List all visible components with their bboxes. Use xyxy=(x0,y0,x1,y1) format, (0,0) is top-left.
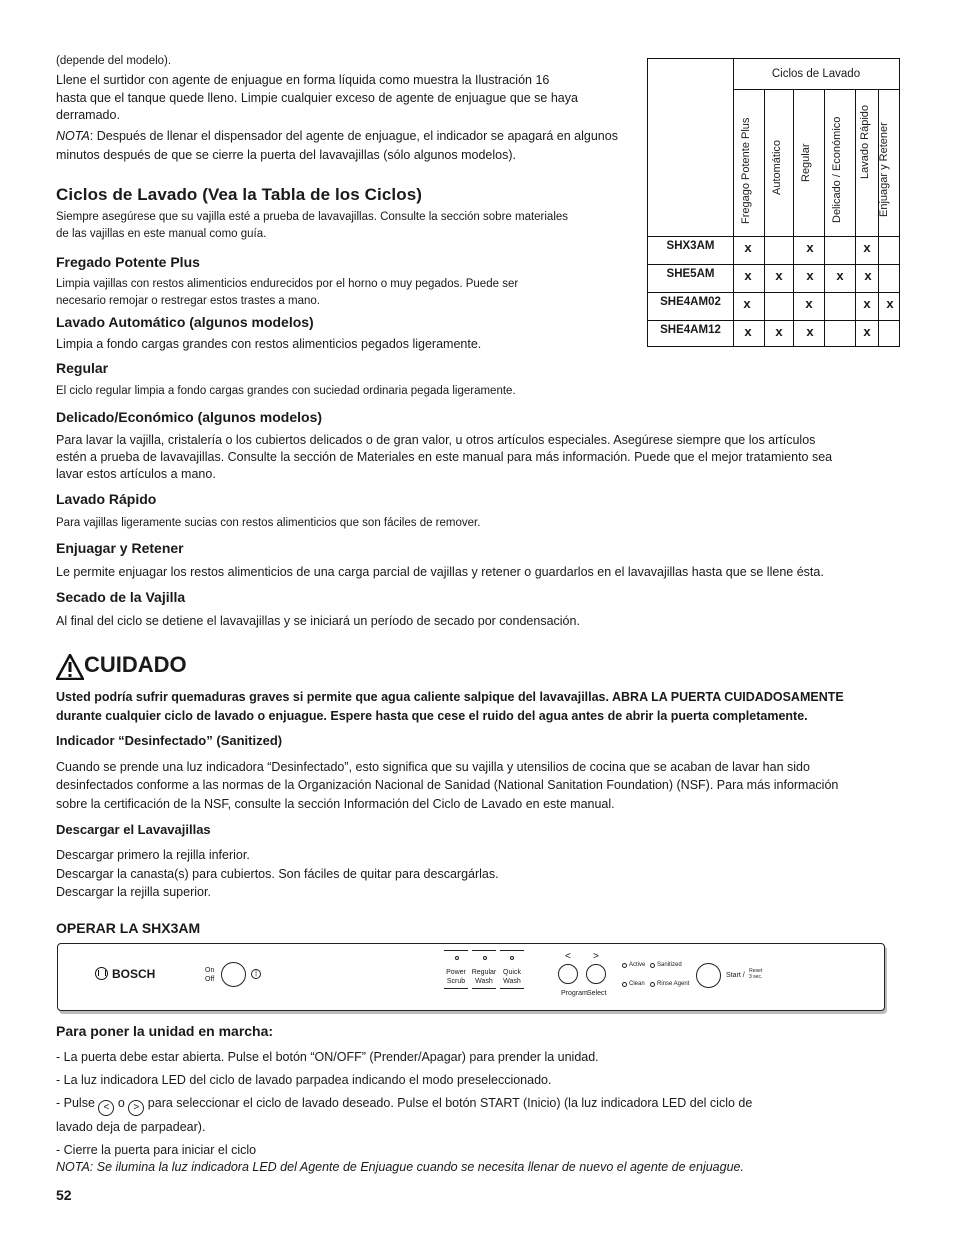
start-label: Start / xyxy=(726,972,745,979)
section-intro: Siempre asegúrese que su vajilla esté a prueba de lavavajillas. Consulte la sección sobre materiales xyxy=(56,211,569,223)
program-next-button[interactable] xyxy=(586,964,606,984)
intro-line: (depende del modelo). xyxy=(56,55,172,67)
startup-step: lavado deja de parpadear). xyxy=(56,1120,206,1134)
startup-step: - La luz indicadora LED del ciclo de lavado parpadea indicando el modo preseleccionado. xyxy=(56,1073,552,1087)
cycle-text: estén a prueba de lavavajillas. Consulte la sección de Materiales en este manual para más información. Puede que el mejor tratamiento sea xyxy=(56,450,833,464)
on-off-button[interactable] xyxy=(221,962,246,987)
table-cell-mark: x xyxy=(863,296,871,311)
unload-text: Descargar la rejilla superior. xyxy=(56,885,211,899)
active-led xyxy=(622,963,627,968)
table-cell-mark: x xyxy=(863,240,871,255)
startup-step-text: o xyxy=(117,1096,125,1110)
unload-text: Descargar primero la rejilla inferior. xyxy=(56,848,250,862)
startup-title: Para poner la unidad en marcha: xyxy=(56,1023,274,1039)
chevron-right-icon: > xyxy=(593,951,599,962)
cycle-text: El ciclo regular limpia a fondo cargas grandes con suciedad ordinaria pegada ligeramente. xyxy=(56,385,516,397)
scrub-label: Scrub xyxy=(446,978,466,985)
intro-line: hasta que el tanque quede lleno. Limpie cualquier exceso de agente de enjuague que se haya xyxy=(56,91,578,105)
startup-note: NOTA: Se ilumina la luz indicadora LED del Agente de Enjuague cuando se necesita llenar de nuevo el agente de enjuague. xyxy=(56,1160,744,1174)
cycle-led xyxy=(455,956,459,960)
unload-text: Descargar la canasta(s) para cubiertos. Son fáciles de quitar para descargárlas. xyxy=(56,867,499,881)
clean-led xyxy=(622,982,627,987)
startup-step-text: para seleccionar el ciclo de lavado deseado. Pulse el botón START (Inicio) (la luz indicadora LED del ciclo de xyxy=(147,1096,753,1110)
intro-note xyxy=(56,128,618,146)
startup-step: - La puerta debe estar abierta. Pulse el botón “ON/OFF” (Prender/Apagar) para prender la unidad. xyxy=(56,1050,599,1064)
sanitized-label: Sanitized xyxy=(657,962,682,968)
rinse-agent-led xyxy=(650,982,655,987)
column-header: Enjuagar y Retener xyxy=(878,122,890,217)
rinse-agent-label: Rinse Agent xyxy=(657,981,690,987)
table-cell-mark: x xyxy=(775,268,783,283)
note-text: : Después de llenar el dispensador del agente de enjuague, el indicador se apagará en algunos xyxy=(89,129,618,143)
caution-text: Usted podría sufrir quemaduras graves si permite que agua caliente salpique del lavavajillas. ABRA LA PUERTA CUIDADOSAMENTE xyxy=(56,690,844,704)
reset-secs: 3 sec. xyxy=(749,974,763,980)
intro-line: derramado. xyxy=(56,108,120,122)
section-title: Ciclos de Lavado (Vea la Tabla de los Ciclos) xyxy=(56,185,423,204)
table-cell-mark: x xyxy=(775,324,783,339)
reset-label xyxy=(749,968,762,980)
cycle-title: Delicado/Económico (algunos modelos) xyxy=(56,409,323,425)
cycle-title: Secado de la Vajilla xyxy=(56,589,186,605)
column-header: Delicado / Económico xyxy=(831,116,843,223)
cycle-led xyxy=(510,956,514,960)
on-label: On xyxy=(205,967,215,974)
table-row-model: SHX3AM xyxy=(666,240,715,252)
column-header: Fregago Potente Plus xyxy=(740,117,752,224)
cycle-led xyxy=(483,956,487,960)
cycle-text: Limpia vajillas con restos alimenticios endurecidos por el horno o muy pegados. Puede ser xyxy=(56,278,519,290)
chevron-left-icon: < xyxy=(98,1100,114,1116)
quick-wash-button[interactable] xyxy=(499,968,525,986)
clean-label: Clean xyxy=(629,981,645,987)
cycle-title: Lavado Rápido xyxy=(56,491,157,507)
table-cell-mark: x xyxy=(744,324,752,339)
cycle-text: lavar estos artículos a mano. xyxy=(56,467,216,481)
reset-text: Reset xyxy=(749,968,763,974)
cycle-text: Para lavar la vajilla, cristalería o los cubiertos delicados o de gran valor, u otros artículos especiales. Asegúrese siempre que los artículos xyxy=(56,433,816,447)
note-label: NOTA xyxy=(56,129,90,143)
control-panel xyxy=(57,943,885,1011)
column-header: Regular xyxy=(800,143,812,182)
regular-label: Regular xyxy=(471,969,497,976)
caution-title: CUIDADO xyxy=(84,652,187,677)
caution-text: durante cualquier ciclo de lavado o enjuague. Espere hasta que cese el ruido del agua antes de abrir la puerta completamente. xyxy=(56,709,808,723)
sanitized-title: Indicador “Desinfectado” (Sanitized) xyxy=(56,733,283,748)
sanitized-led xyxy=(650,963,655,968)
table-cell-mark: x xyxy=(744,268,752,283)
table-header: Ciclos de Lavado xyxy=(771,68,861,80)
table-cell-mark: x xyxy=(743,296,751,311)
wash-label: Wash xyxy=(503,978,521,985)
table-row-model: SHE4AM02 xyxy=(660,296,721,308)
sanitized-text: sobre la certificación de la NSF, consulte la sección Información del Ciclo de Lavado en este manual. xyxy=(56,797,615,811)
table-cell-mark: x xyxy=(806,240,814,255)
table-cell-mark: x xyxy=(886,296,894,311)
cycle-title: Enjuagar y Retener xyxy=(56,540,184,556)
startup-step xyxy=(56,1095,752,1116)
page-number: 52 xyxy=(56,1187,72,1203)
chevron-right-icon: > xyxy=(128,1100,144,1116)
cycles-table xyxy=(647,58,900,347)
table-cell-mark: x xyxy=(805,296,813,311)
cycle-title: Lavado Automático (algunos modelos) xyxy=(56,314,314,330)
cycle-text: Al final del ciclo se detiene el lavavajillas y se iniciará un período de secado por condensación. xyxy=(56,614,580,628)
table-cell-mark: x xyxy=(864,268,872,283)
sanitized-text: desinfectados conforme a las normas de la Organización Nacional de Sanidad (National Sanitation Foundation) (NSF). Para más información xyxy=(56,778,839,792)
table-cell-mark: x xyxy=(863,324,871,339)
section-intro: de las vajillas en este manual como guía. xyxy=(56,228,267,240)
program-previous-button[interactable] xyxy=(558,964,578,984)
warning-icon xyxy=(56,654,84,680)
startup-step-text: - Pulse xyxy=(56,1096,95,1110)
cycle-text: necesario remojar o restregar estos trastes a mano. xyxy=(56,295,320,307)
off-label: Off xyxy=(205,976,215,983)
quick-label: Quick xyxy=(503,969,521,976)
table-cell-mark: x xyxy=(744,240,752,255)
start-reset-button[interactable] xyxy=(696,963,721,988)
regular-wash-button[interactable] xyxy=(471,968,497,986)
wash-label: Wash xyxy=(475,978,493,985)
program-label: Program xyxy=(561,990,588,997)
column-header: Lavado Rápido xyxy=(859,104,871,179)
cycle-title: Fregado Potente Plus xyxy=(56,254,200,270)
select-label: Select xyxy=(587,990,607,997)
chevron-left-icon: < xyxy=(565,951,571,962)
startup-step: - Cierre la puerta para iniciar el ciclo xyxy=(56,1143,257,1157)
table-row-model: SHE5AM xyxy=(666,268,715,280)
table-cell-mark: x xyxy=(836,268,844,283)
cycle-text: Limpia a fondo cargas grandes con restos alimenticios pegados ligeramente. xyxy=(56,337,482,351)
intro-line: Llene el surtidor con agente de enjuague en forma líquida como muestra la Ilustración 16 xyxy=(56,73,550,87)
column-header: Automático xyxy=(771,139,783,195)
cycle-text: Para vajillas ligeramente sucias con restos alimenticios que son fáciles de remover. xyxy=(56,517,481,529)
active-label: Active xyxy=(629,962,646,968)
intro-note-line: minutos después de que se cierre la puerta del lavavajillas (sólo algunos modelos). xyxy=(56,148,516,162)
operate-title: OPERAR LA SHX3AM xyxy=(56,920,201,936)
cycle-title: Regular xyxy=(56,360,109,376)
table-row-model: SHE4AM12 xyxy=(660,324,721,336)
power-scrub-button[interactable] xyxy=(443,968,469,986)
table-cell-mark: x xyxy=(806,324,814,339)
power-icon: | xyxy=(251,969,261,979)
unload-title: Descargar el Lavavajillas xyxy=(56,822,211,837)
bosch-logo-icon xyxy=(95,967,108,980)
brand-logo: BOSCH xyxy=(112,967,156,981)
sanitized-text: Cuando se prende una luz indicadora “Desinfectado”, esto significa que su vajilla y utensilios de cocina que se acaban de lavar han sido xyxy=(56,760,810,774)
cycle-text: Le permite enjuagar los restos alimenticios de una carga parcial de vajillas y retener o guardarlos en el lavavajillas hasta que se llene ésta. xyxy=(56,565,824,579)
power-label: Power xyxy=(446,969,466,976)
table-cell-mark: x xyxy=(806,268,814,283)
